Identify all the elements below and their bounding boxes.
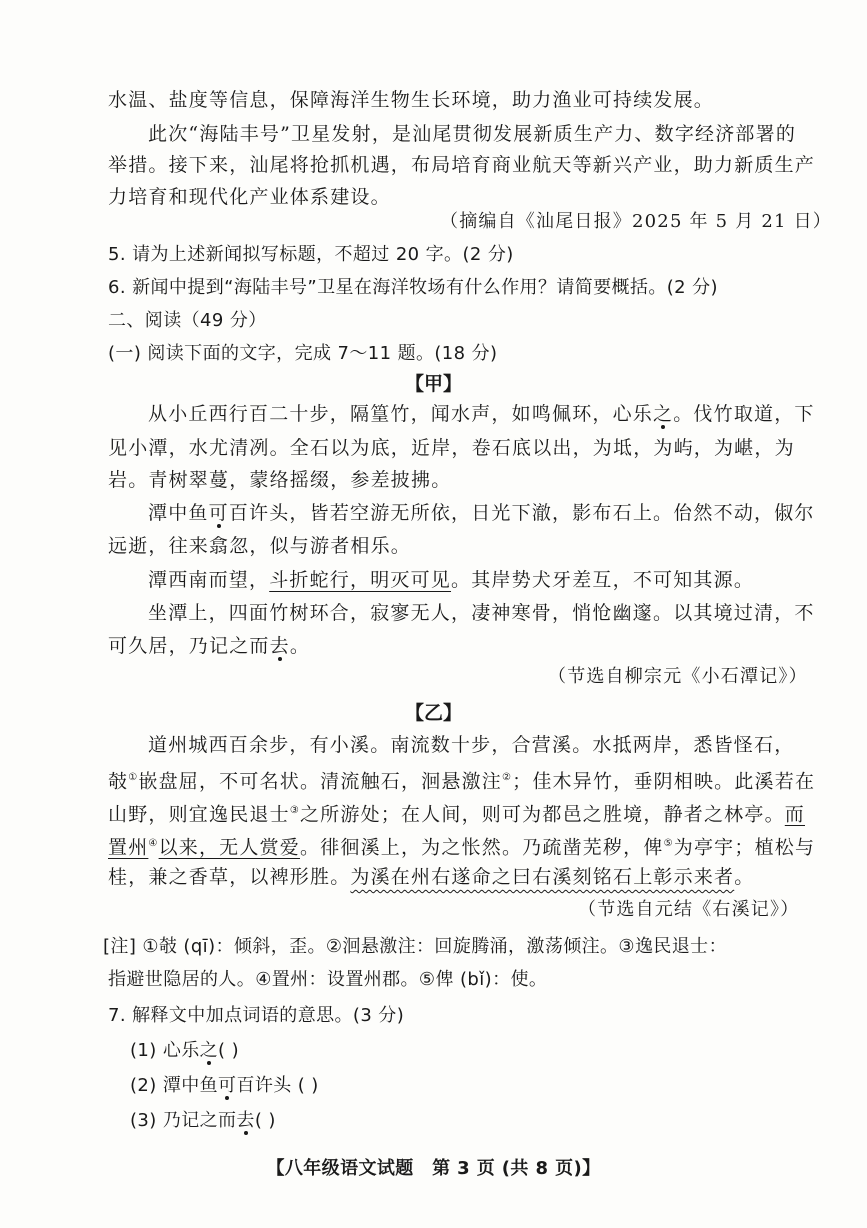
dotted-word: 去 [236,1110,255,1131]
dotted-word: 之 [653,403,674,425]
q7-text: (2) 潭中鱼 [130,1075,219,1096]
yi-text: 桂，兼之香草，以裨形胜。 [108,866,351,888]
news-line-4: 力培育和现代化产业体系建设。 [108,186,391,208]
jia-text: 可久居，乃记之而 [108,635,270,657]
page-footer: 【八年级语文试题 第 3 页 (共 8 页)】 [266,1158,601,1179]
yi-line-2 [108,765,815,794]
note-marker: ③ [289,805,300,816]
dotted-word: 可 [218,1075,237,1096]
passage-yi-heading: 【乙】 [404,702,462,724]
question-6: 6. 新闻中提到“海陆丰号”卫星在海洋牧场有什么作用？请简要概括。(2 分) [108,277,718,298]
yi-text: ；佳木异竹，垂阴相映。此溪若在 [512,770,816,793]
question-7-title: 7. 解释文中加点词语的意思。(3 分) [108,1005,405,1026]
notes-line-1: [注] ①攲 (qī)：倾斜，歪。②洄悬激注：回旋腾涌，激荡倾注。③逸民退士： [103,936,727,957]
wavy-underlined-sentence: 为溪在州右遂命之曰右溪刻铭石上彰示来者 [350,866,735,888]
answer-blank[interactable]: 百许头 ( ) [236,1075,319,1096]
question-7-item-2 [130,1073,319,1099]
jia-source: （节选自柳宗元《小石潭记》） [548,666,808,687]
yi-line-5 [108,864,754,890]
jia-line-5: 远逝，往来翕忽，似与游者相乐。 [108,535,412,557]
note-marker: ⑤ [663,838,674,849]
news-line-1: 水温、盐度等信息，保障海洋生物生长环境，助力渔业可持续发展。 [108,89,715,111]
jia-text: 。伐竹取道，下 [673,403,815,425]
jia-text: 。其岸势犬牙差互，不可知其源。 [451,569,755,591]
underlined-sentence: 斗折蛇行，明灭可见 [269,569,452,591]
q7-text: (3) 乃记之而 [130,1110,237,1131]
yi-text: 。 [734,866,755,888]
yi-text: 嵌盘屈，不可名状。清流触石，洄悬激注 [138,770,502,793]
jia-text: 从小丘西行百二十步，隔篁竹，闻水声，如鸣佩环，心乐 [148,403,654,425]
q7-text: (1) 心乐 [130,1040,200,1061]
yi-line-3 [108,798,805,827]
jia-line-2: 见小潭，水尤清冽。全石以为底，近岸，卷石底以出，为坻，为屿，为嵁，为 [108,437,795,459]
jia-line-4 [148,500,815,526]
yi-text: 为亭宇；植松与 [673,836,816,859]
notes-line-2: 指避世隐居的人。④置州：设置州郡。⑤俾 (bǐ)：使。 [108,969,548,990]
answer-blank[interactable]: ( ) [218,1040,239,1061]
yi-text: 山野，则宜逸民退士 [108,803,290,826]
jia-text: 百许头，皆若空游无所依，日光下澈，影布石上。佁然不动，俶尔 [228,502,815,524]
underlined-sentence: 以来，无人赏爱 [158,836,300,859]
note-marker: ② [501,772,513,783]
question-5: 5. 请为上述新闻拟写标题，不超过 20 字。(2 分) [108,244,514,265]
dotted-word: 可 [208,502,229,524]
dotted-word: 去 [269,635,290,657]
yi-line-1: 道州城西百余步，有小溪。南流数十步，合营溪。水抵两岸，悉皆怪石， [148,734,795,756]
underlined-sentence: 而 [784,803,805,826]
question-7-item-3 [130,1108,276,1134]
jia-text: 潭中鱼 [148,502,209,524]
yi-text: 。徘徊溪上，为之怅然。乃疏凿芜秽，俾 [299,836,664,859]
yi-line-4 [108,831,815,860]
jia-text: 。 [289,635,311,657]
news-line-2: 此次“海陆丰号”卫星发射，是汕尾贯彻发展新质生产力、数字经济部署的 [148,123,797,145]
note-marker: ④ [148,838,159,849]
underlined-sentence: 置州 [108,836,149,859]
jia-line-1 [148,401,815,427]
jia-line-8 [108,633,310,659]
jia-line-7: 坐潭上，四面竹树环合，寂寥无人，凄神寒骨，悄怆幽邃。以其境过清，不 [148,602,815,624]
note-marker: ① [128,772,139,783]
section-2-sub-1: (一) 阅读下面的文字，完成 7～11 题。(18 分) [108,343,498,364]
yi-source: （节选自元结《右溪记》） [578,899,800,920]
yi-text: 攲 [108,770,129,793]
question-7-item-1 [130,1038,239,1064]
section-2-title: 二、阅读（49 分） [108,310,267,331]
passage-jia-heading: 【甲】 [404,373,462,395]
yi-text: 之所游处；在人间，则可为都邑之胜境，静者之林亭。 [299,803,785,826]
answer-blank[interactable]: ( ) [254,1110,276,1131]
jia-line-3: 岩。青树翠蔓，蒙络摇缀，参差披拂。 [108,469,452,491]
dotted-word: 之 [199,1040,219,1061]
news-line-3: 举措。接下来，汕尾将抢抓机遇，布局培育商业航天等新兴产业，助力新质生产 [108,154,816,176]
jia-line-6 [148,567,754,593]
jia-text: 潭西南而望， [148,569,270,591]
news-source: （摘编自《汕尾日报》2025 年 5 月 21 日） [440,211,832,232]
